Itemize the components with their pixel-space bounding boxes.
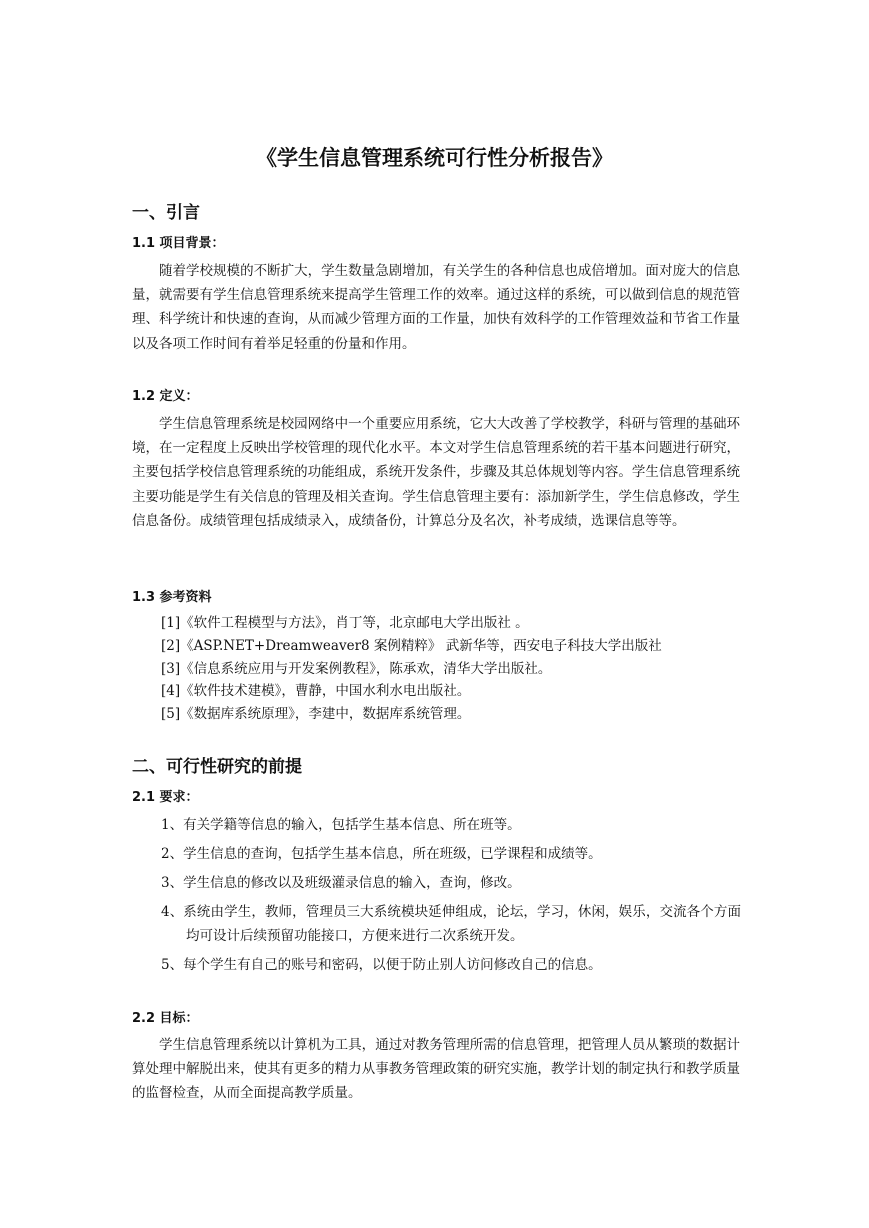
requirement-item: 5、每个学生有自己的账号和密码，以便于防止别人访问修改自己的信息。	[161, 957, 602, 973]
section-heading-intro: 一、引言	[132, 203, 200, 223]
requirement-item: 1、有关学籍等信息的输入，包括学生基本信息、所在班等。	[161, 817, 521, 833]
reference-item: [3]《信息系统应用与开发案例教程》，陈承欢，清华大学出版社。	[161, 660, 552, 677]
reference-item: [5]《数据库系统原理》，李建中，数据库系统管理。	[161, 706, 471, 723]
requirement-item: 2、学生信息的查询，包括学生基本信息，所在班级，已学课程和成绩等。	[161, 846, 602, 862]
paragraph-goals: 学生信息管理系统以计算机为工具，通过对教务管理所需的信息管理，把管理人员从繁琐的数据计算处理中解脱出来，使其有更多的精力从事教务管理政策的研究实施，教学计划的制定执行和教学质量的监督检查，从而全面提高教学质量。	[132, 1037, 740, 1102]
requirement-list	[161, 813, 741, 982]
reference-item: [4]《软件技术建模》，曹静，中国水利水电出版社。	[161, 683, 471, 700]
requirement-item: 3、学生信息的修改以及班级灌录信息的输入，查询，修改。	[161, 875, 521, 891]
subsection-heading-references: 1.3 参考资料	[132, 590, 212, 605]
subsection-heading-goals: 2.2 目标：	[132, 1011, 199, 1026]
reference-item: [2]《ASP.NET+Dreamweaver8 案例精粹》 武新华等，西安电子科技大学出版社	[161, 637, 662, 654]
section-heading-prerequisites: 二、可行性研究的前提	[132, 757, 302, 777]
document-title: 《学生信息管理系统可行性分析报告》	[256, 146, 613, 170]
reference-item: [1]《软件工程模型与方法》，肖丁等，北京邮电大学出版社 。	[161, 615, 529, 631]
paragraph-definition: 学生信息管理系统是校园网络中一个重要应用系统，它大大改善了学校教学，科研与管理的基础环境，在一定程度上反映出学校管理的现代化水平。本文对学生信息管理系统的若干基本问题进行研究，主要包括学校信息管理系统的功能组成，系统开发条件，步骤及其总体规划等内容。学生信息管理系统主要功能是学生有关信息的管理及相关查询。学生信息管理主要有：添加新学生，学生信息修改，学生信息备份。成绩管理包括成绩录入，成绩备份，计算总分及名次，补考成绩，选课信息等等。	[132, 416, 740, 529]
reference-list	[161, 612, 741, 726]
requirement-item: 4、系统由学生，教师，管理员三大系统模块延伸组成，论坛，学习，休闲，娱乐，交流各个方面均可设计后续预留功能接口，方便来进行二次系统开发。	[161, 904, 741, 944]
paragraph-background: 随着学校规模的不断扩大，学生数量急剧增加，有关学生的各种信息也成倍增加。面对庞大的信息量，就需要有学生信息管理系统来提高学生管理工作的效率。通过这样的系统，可以做到信息的规范管理、科学统计和快速的查询，从而减少管理方面的工作量，加快有效科学的工作管理效益和节省工作量以及各项工作时间有着举足轻重的份量和作用。	[132, 263, 740, 352]
subsection-heading-requirements: 2.1 要求：	[132, 790, 199, 805]
subsection-heading-background: 1.1 项目背景：	[132, 236, 225, 251]
subsection-heading-definition: 1.2 定义：	[132, 389, 199, 404]
